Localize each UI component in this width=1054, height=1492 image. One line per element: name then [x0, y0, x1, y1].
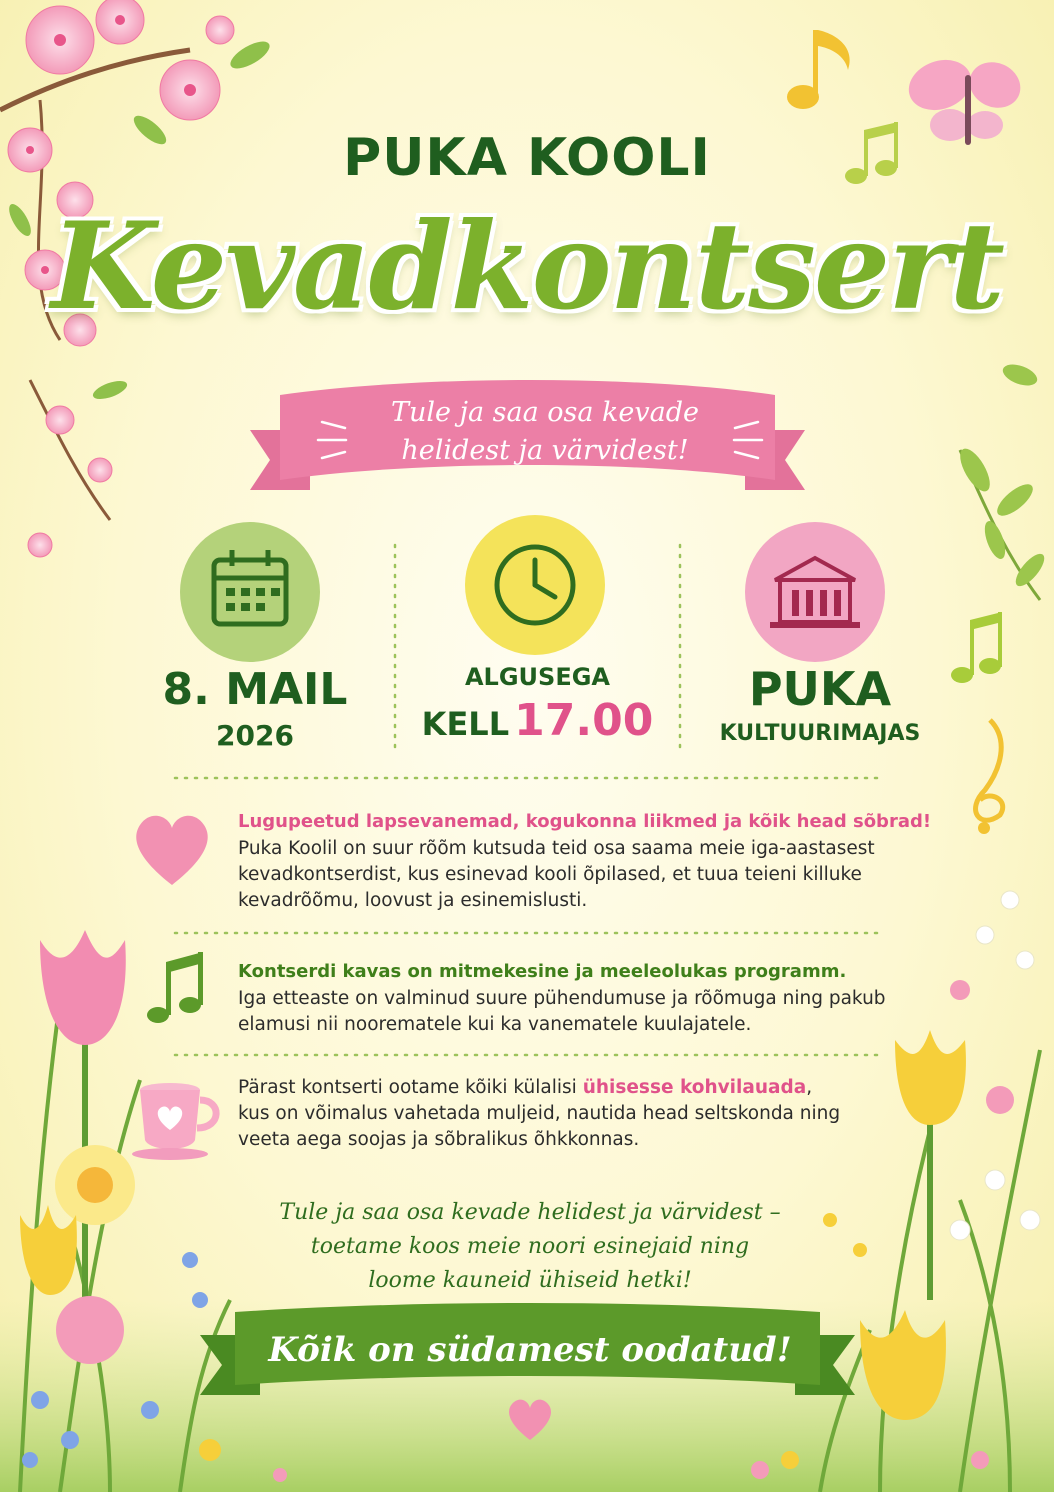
section-program	[238, 958, 958, 1038]
calendar-icon	[180, 522, 320, 662]
music-note-decor-icon	[787, 30, 850, 109]
coffee-line-2: kus on võimalus vahetada muljeid, nautida head seltskonda ning	[238, 1103, 841, 1124]
place-venue: KULTUURIMAJAS	[719, 721, 921, 746]
time-label: ALGUSEGA	[464, 663, 610, 691]
closing-line-2: toetame koos meie noori esinejaid ning	[310, 1234, 750, 1259]
greeting-line-1: Puka Koolil on suur rõõm kutsuda teid osa saama meie iga-aastasest	[238, 838, 875, 859]
ribbon-line-1: Tule ja saa osa kevade	[390, 397, 700, 428]
coffee-highlight: ühisesse kohvilauada	[582, 1077, 807, 1098]
coffee-line-3: veeta aega soojas ja sõbralikus õhkkonnas.	[238, 1129, 640, 1150]
date-info	[130, 664, 380, 756]
date-day: 8. MAIL	[162, 664, 348, 715]
start-time: 17.00	[514, 695, 654, 746]
program-line-1: Iga etteaste on valminud suure pühendumuse ja rõõmuga ning pakub	[238, 988, 886, 1009]
coffee-line-1-start: Pärast kontserti ootame kõiki külalisi	[238, 1077, 577, 1098]
coffee-cup-icon	[132, 1083, 216, 1160]
closing-line-1: Tule ja saa osa kevade helidest ja värvidest –	[279, 1200, 781, 1225]
side-note-decor-icon	[951, 612, 1002, 683]
time-value	[405, 694, 670, 757]
greeting-line-3: kevadrõõmu, loovust ja esinemislusti.	[238, 890, 588, 911]
time-info	[405, 660, 670, 757]
greeting-line-2: kevadkontserdist, kus esinevad kooli õpilased, et tuua teieni killuke	[238, 864, 862, 885]
program-heading: Kontserdi kavas on mitmekesine ja meeleolukas programm.	[238, 961, 847, 982]
closing-message	[250, 1196, 810, 1298]
coffee-line-1	[238, 1075, 958, 1101]
school-name: PUKA KOOLI	[343, 128, 711, 188]
date-year: 2026	[216, 719, 294, 752]
program-line-2: elamusi nii noorematele kui ka vanematele kuulajatele.	[238, 1014, 752, 1035]
music-note-icon	[147, 952, 203, 1023]
vine-leaves-icon	[954, 360, 1049, 600]
section-coffee	[238, 1075, 958, 1153]
coffee-line-1-end: ,	[806, 1077, 813, 1098]
time-prefix: KELL	[421, 705, 510, 743]
section-greeting	[238, 808, 958, 914]
treble-clef-icon	[976, 720, 1003, 834]
ribbon-line-2: helidest ja värvidest!	[401, 435, 689, 466]
building-icon	[745, 522, 885, 662]
closing-line-3: loome kauneid ühiseid hetki!	[368, 1268, 692, 1293]
place-info	[690, 662, 950, 752]
welcome-banner-text: Kõik on südamest oodatud!	[268, 1330, 792, 1370]
heart-icon	[136, 816, 207, 885]
greeting-heading: Lugupeetud lapsevanemad, kogukonna liikmed ja kõik head sõbrad!	[238, 811, 932, 832]
daffodil-icon	[55, 1145, 135, 1225]
event-title: Kevadkontsert	[51, 196, 1003, 337]
ribbon-slogan	[360, 394, 730, 470]
clock-icon	[465, 515, 605, 655]
place-name: PUKA	[748, 662, 892, 716]
